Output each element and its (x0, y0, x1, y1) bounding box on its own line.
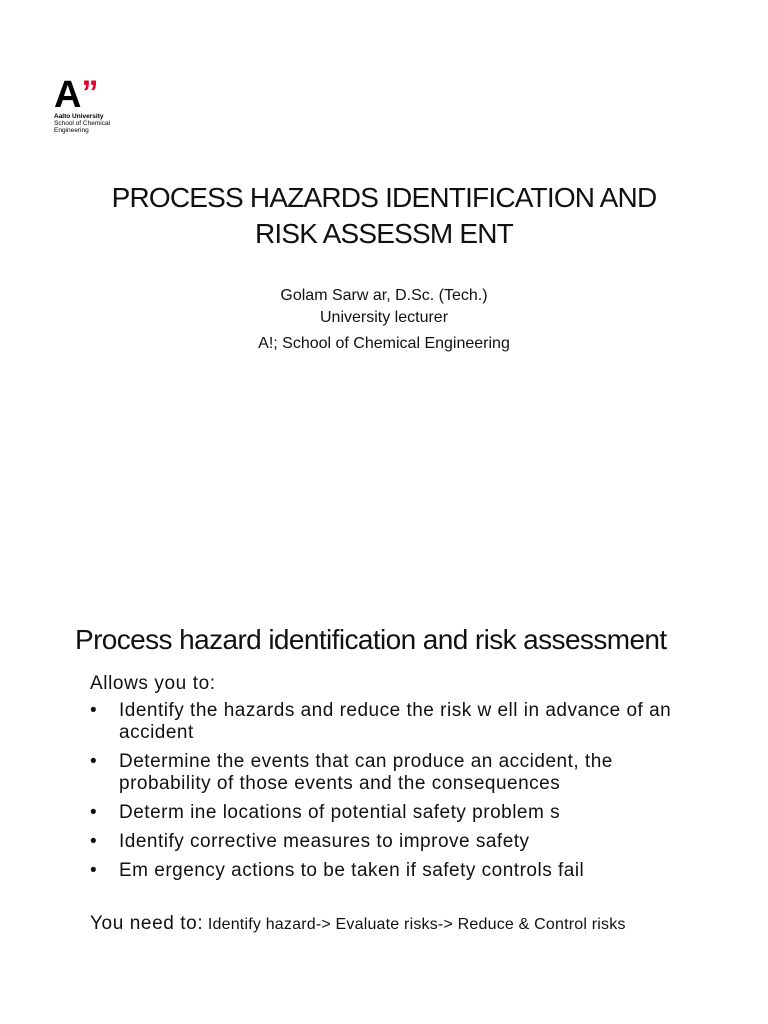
list-item: • Identify corrective measures to improve safety (90, 831, 530, 852)
affiliation: A!; School of Chemical Engineering (258, 335, 510, 352)
logo-school: School of Chemical (54, 120, 110, 127)
list-item: • Determ ine locations of potential safety problem s (90, 802, 561, 823)
slide-title-line1: PROCESS HAZARDS IDENTIFICATION AND (111, 182, 657, 213)
need-label: You need to: (90, 913, 204, 934)
bullet-icon: • (90, 751, 98, 772)
author-block (0, 285, 768, 329)
bullet-icon: • (90, 860, 98, 881)
author-name: Golam Sarw ar, D.Sc. (Tech.) (280, 287, 488, 304)
logo-dept: Engineering (54, 127, 89, 134)
list-item: • Determine the events that can produce an accident, the probability of those events and the consequences (90, 751, 613, 794)
logo-text (54, 113, 110, 134)
logo-mark: A” (54, 74, 98, 116)
need-to-line (90, 912, 626, 937)
list-item: • Identify the hazards and reduce the risk w ell in advance of an accident (90, 700, 672, 743)
logo-quote-icon: ” (81, 74, 98, 112)
need-steps: Identify hazard-> Evaluate risks-> Reduce & Control risks (203, 916, 626, 933)
bullet-icon: • (90, 700, 98, 721)
aalto-logo (54, 74, 110, 134)
bullet-icon: • (90, 802, 98, 823)
slide-title-line2: RISK ASSESSM ENT (255, 218, 513, 249)
list-item: • Em ergency actions to be taken if safety controls fail (90, 860, 585, 881)
slide-title (0, 180, 768, 252)
content-slide-title: Process hazard identification and risk assessment (75, 624, 667, 655)
author-role: University lecturer (319, 309, 449, 326)
bullet-list (90, 700, 710, 889)
content-slide (0, 580, 768, 1024)
intro-text: Allows you to: (90, 673, 216, 694)
logo-university: Aalto University (54, 113, 104, 120)
bullet-icon: • (90, 831, 98, 852)
